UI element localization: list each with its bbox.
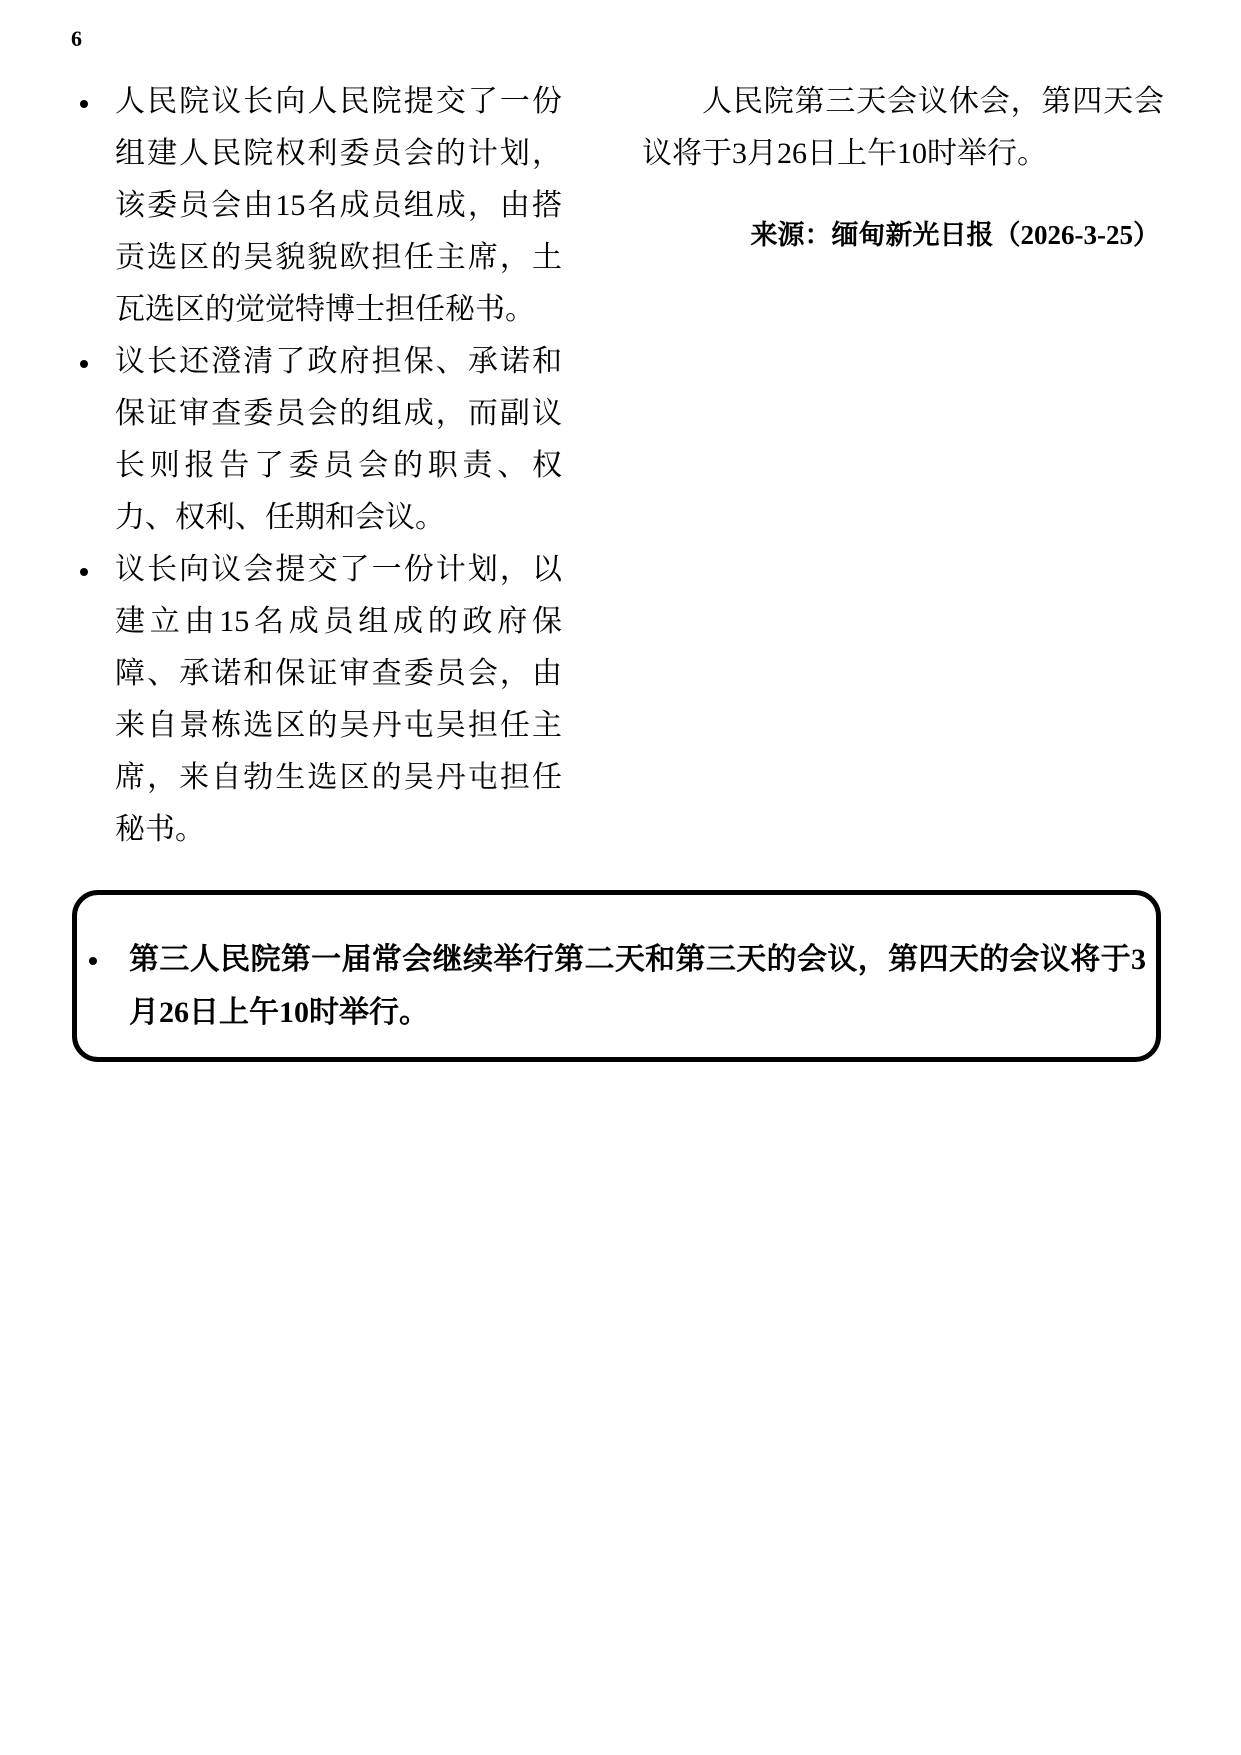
right-column xyxy=(642,76,1164,856)
news-bullet-item xyxy=(72,76,562,336)
news-bullet-text: 议长还澄清了政府担保、承诺和保证审查委员会的组成，而副议长则报告了委员会的职责、权力、权利、任期和会议。 xyxy=(115,345,562,534)
bullet-dot-icon xyxy=(80,360,88,368)
bullet-dot-icon xyxy=(89,957,97,965)
recess-paragraph: 人民院第三天会议休会，第四天会议将于3月26日上午10时举行。 xyxy=(642,85,1164,170)
news-bullet-text: 人民院议长向人民院提交了一份组建人民院权利委员会的计划，该委员会由15名成员组成，由搭贡选区的吴貌貌欧担任主席，土瓦选区的觉觉特博士担任秘书。 xyxy=(115,85,562,326)
bullet-dot-icon xyxy=(80,100,88,108)
news-bullet-list xyxy=(72,76,562,856)
summary-bullet-text: 第三人民院第一届常会继续举行第二天和第三天的会议，第四天的会议将于3月26日上午10时举行。 xyxy=(129,943,1146,1029)
left-column xyxy=(72,76,562,856)
news-bullet-item xyxy=(72,544,562,856)
summary-bullet-item xyxy=(129,933,1146,1039)
page-number: 6 xyxy=(71,26,82,51)
summary-box xyxy=(72,890,1161,1062)
news-bullet-text: 议长向议会提交了一份计划，以建立由15名成员组成的政府保障、承诺和保证审查委员会，由来自景栋选区的吴丹屯吴担任主席，来自勃生选区的吴丹屯担任秘书。 xyxy=(115,553,562,846)
source-line: 来源：缅甸新光日报（2026-3-25） xyxy=(750,220,1160,250)
bullet-dot-icon xyxy=(80,568,88,576)
two-column-body xyxy=(72,76,1164,856)
news-bullet-item xyxy=(72,336,562,544)
